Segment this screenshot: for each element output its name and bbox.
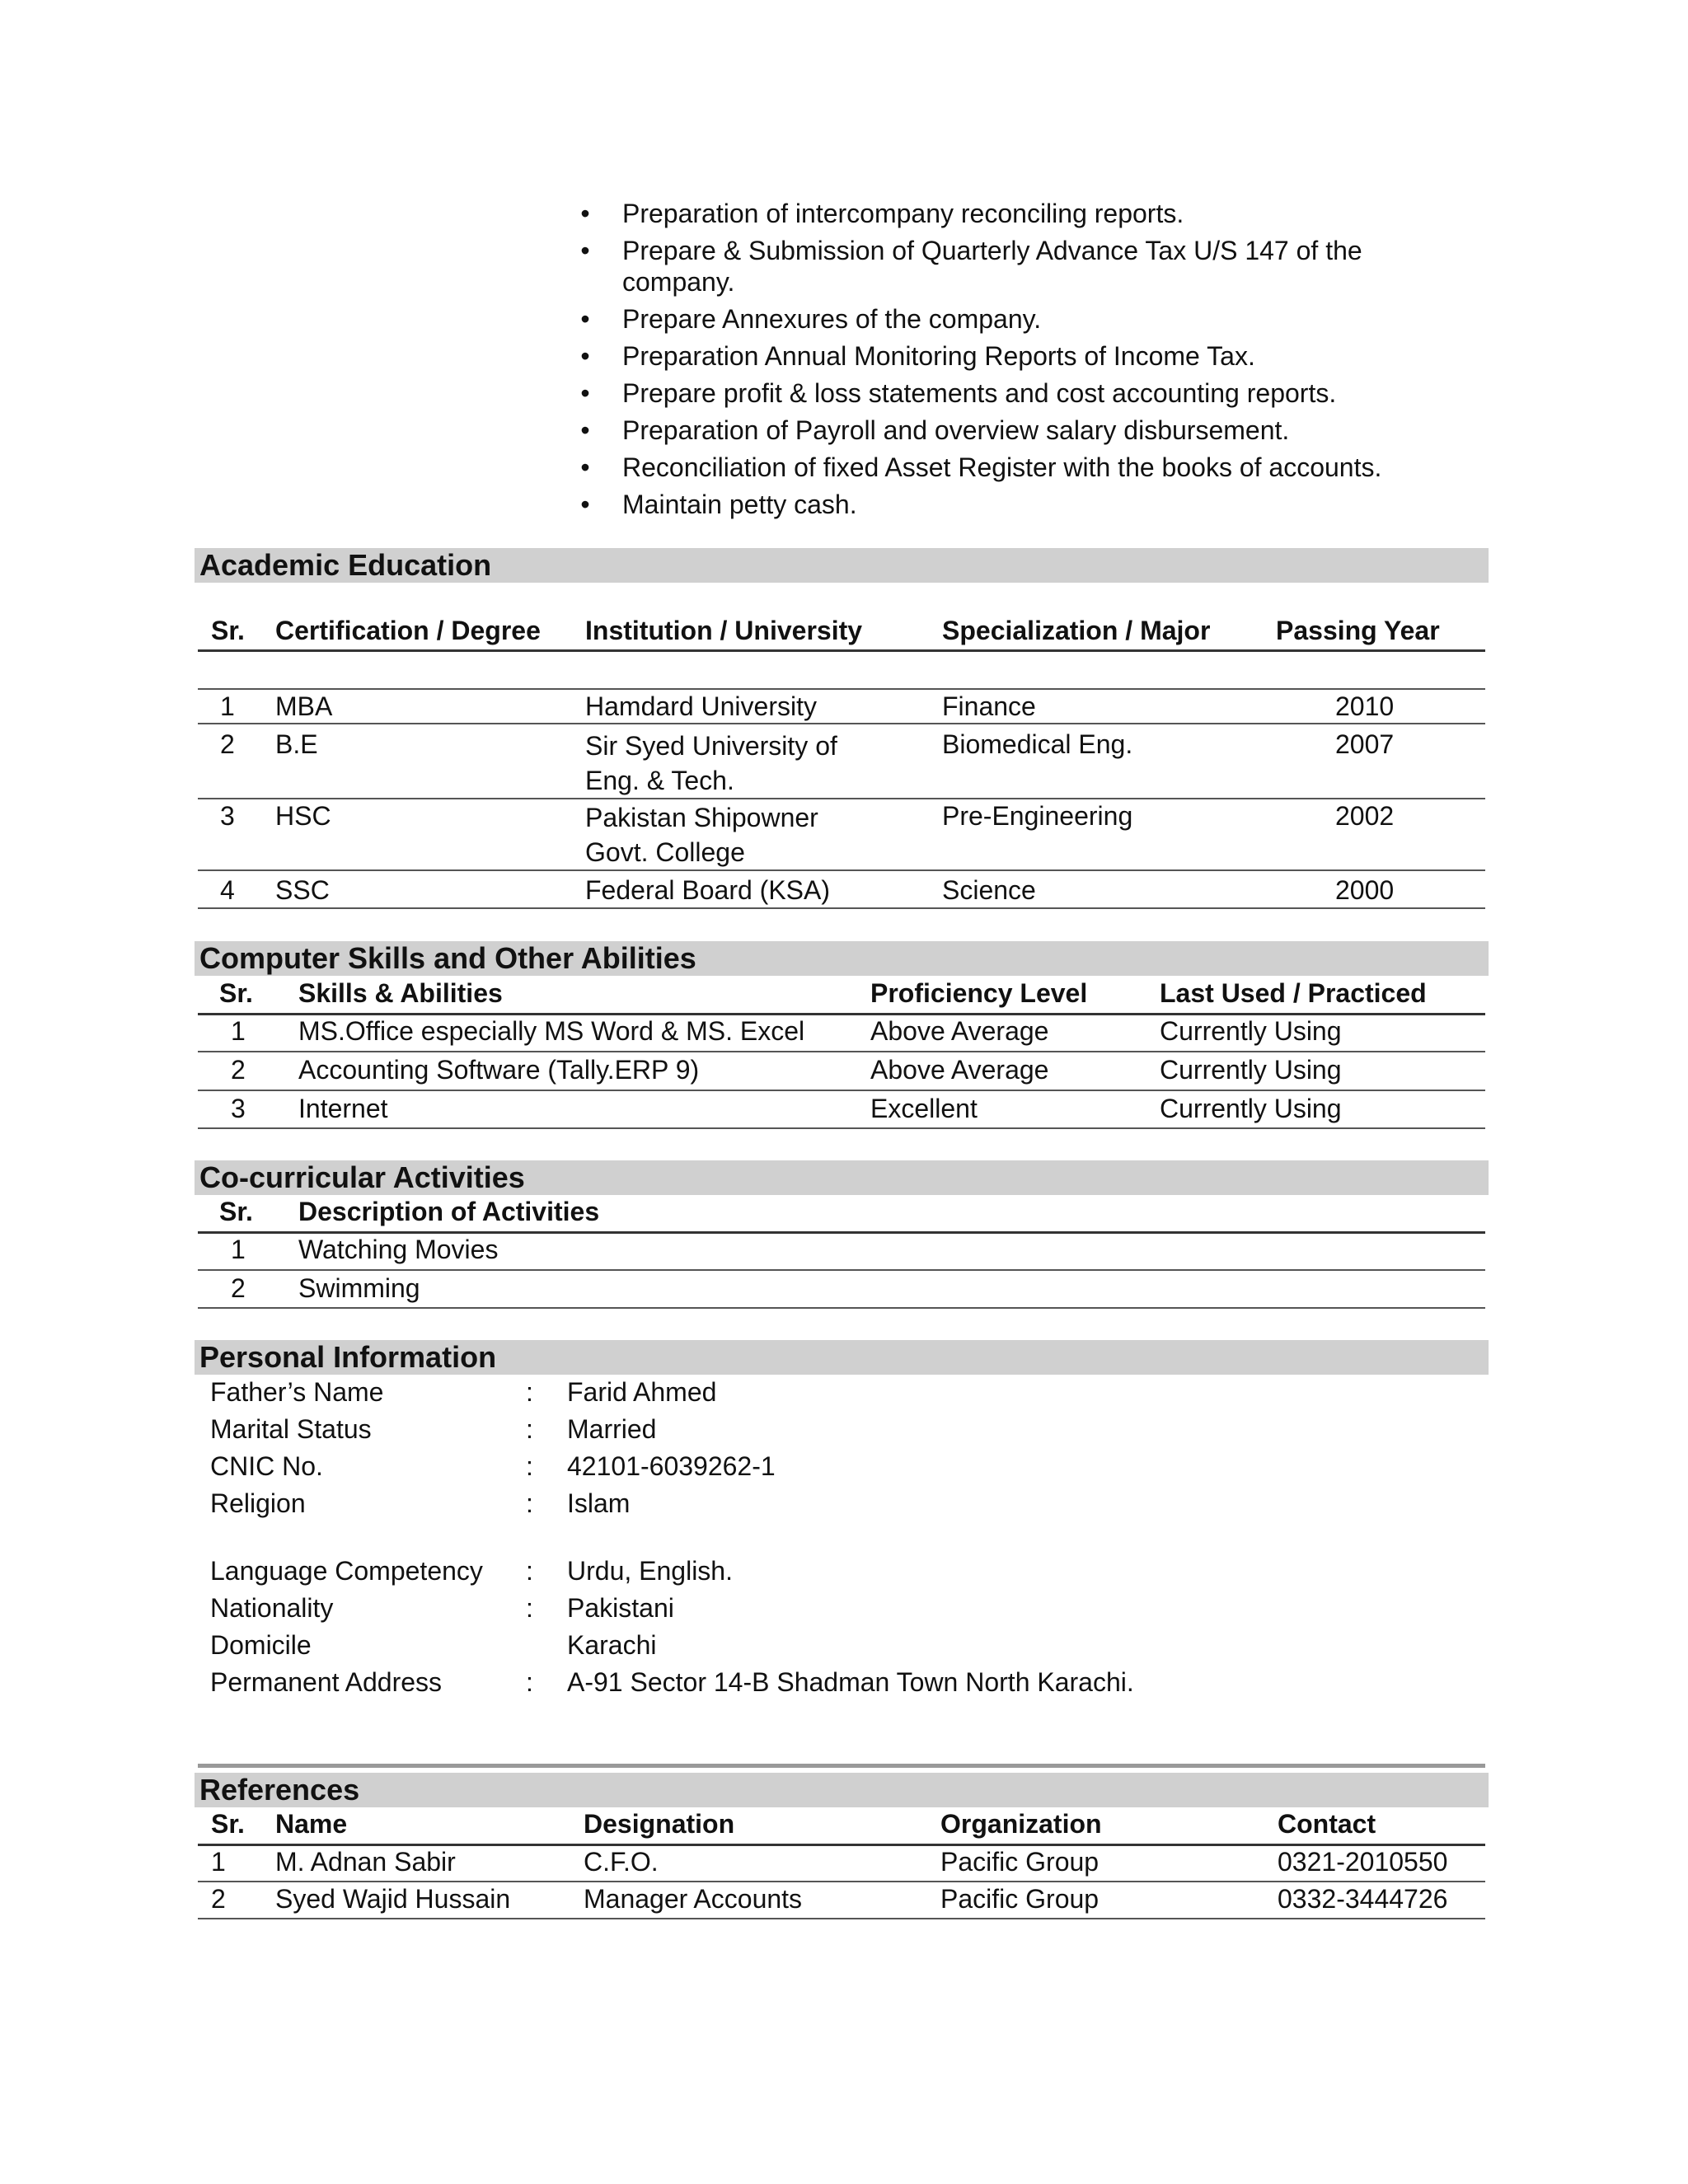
edu-institution: Hamdard University [585,691,817,721]
skills-header-last: Last Used / Practiced [1160,978,1427,1008]
skills-skill: MS.Office especially MS Word & MS. Excel [298,1016,805,1046]
section-title-skills: Computer Skills and Other Abilities [195,941,1489,976]
divider [198,1918,1485,1919]
divider [198,1764,1485,1768]
section-title-education: Academic Education [195,548,1489,583]
duty-item: • Maintain petty cash. [573,489,1422,520]
activities-desc: Swimming [298,1273,420,1303]
bullet-icon: • [580,452,590,482]
divider [198,1269,1485,1271]
duty-item: • Preparation Annual Monitoring Reports of Income Tax. [573,340,1422,372]
duty-item: • Preparation of intercompany reconciling reports. [573,198,1422,229]
ref-designation: Manager Accounts [584,1884,803,1914]
info-separator: : [526,1593,533,1623]
info-separator: : [526,1667,533,1697]
bullet-icon: • [580,415,590,445]
bullet-icon: • [580,341,590,371]
ref-sr: 2 [211,1884,226,1914]
divider [198,649,1485,652]
bullet-icon: • [580,378,590,408]
ref-header-org: Organization [940,1809,1102,1839]
skills-level: Above Average [870,1016,1049,1046]
edu-header-degree: Certification / Degree [275,616,541,645]
ref-header-designation: Designation [584,1809,735,1839]
info-value: Farid Ahmed [567,1377,717,1407]
info-label: Domicile [210,1630,312,1660]
info-label: Language Competency [210,1556,483,1586]
info-label: Permanent Address [210,1667,443,1697]
info-separator: : [526,1451,533,1481]
edu-header-year: Passing Year [1276,616,1440,645]
edu-sr: 1 [220,691,235,721]
divider [198,1090,1485,1091]
skills-sr: 1 [231,1016,246,1046]
ref-header-sr: Sr. [211,1809,245,1839]
ref-designation: C.F.O. [584,1847,659,1877]
edu-institution: Sir Syed University of Eng. & Tech. [585,731,837,795]
bullet-icon: • [580,490,590,519]
skills-skill: Accounting Software (Tally.ERP 9) [298,1055,700,1085]
bullet-icon: • [580,304,590,334]
ref-org: Pacific Group [940,1884,1100,1914]
info-value: Karachi [567,1630,657,1660]
activities-sr: 2 [231,1273,246,1303]
edu-major: Biomedical Eng. [942,729,1133,759]
info-value: Pakistani [567,1593,674,1623]
activities-sr: 1 [231,1235,246,1264]
edu-major: Finance [942,691,1036,721]
divider [198,907,1485,909]
info-value: Married [567,1414,657,1444]
bullet-icon: • [580,199,590,228]
ref-sr: 1 [211,1847,226,1877]
divider [198,1881,1485,1882]
duty-item: • Prepare profit & loss statements and cost accounting reports. [573,377,1422,409]
ref-contact: 0332-3444726 [1278,1884,1448,1914]
activities-desc: Watching Movies [298,1235,499,1264]
info-separator: : [526,1377,533,1407]
ref-org: Pacific Group [940,1847,1100,1877]
edu-degree: HSC [275,801,331,831]
ref-header-name: Name [275,1809,348,1839]
edu-header-major: Specialization / Major [942,616,1211,645]
info-label: Father’s Name [210,1377,384,1407]
edu-institution: Federal Board (KSA) [585,875,831,905]
info-value: A-91 Sector 14-B Shadman Town North Karachi. [567,1667,1134,1697]
divider [198,869,1485,871]
info-separator: : [526,1414,533,1444]
divider [198,1051,1485,1052]
skills-header-sr: Sr. [219,978,253,1008]
info-value: Islam [567,1488,631,1518]
skills-sr: 2 [231,1055,246,1085]
edu-degree: MBA [275,691,333,721]
duty-item: • Reconciliation of fixed Asset Register with the books of accounts. [573,452,1422,483]
info-label: Nationality [210,1593,334,1623]
edu-year: 2000 [1335,875,1395,905]
edu-sr: 2 [220,729,235,759]
divider [198,798,1485,799]
info-label: CNIC No. [210,1451,323,1481]
info-value: 42101-6039262-1 [567,1451,776,1481]
ref-header-contact: Contact [1278,1809,1376,1839]
edu-sr: 3 [220,801,235,831]
divider [198,1307,1485,1309]
info-label: Religion [210,1488,306,1518]
skills-header-skill: Skills & Abilities [298,978,503,1008]
edu-sr: 4 [220,875,235,905]
section-title-references: References [195,1773,1489,1807]
info-value: Urdu, English. [567,1556,733,1586]
divider [198,688,1485,690]
edu-major: Pre-Engineering [942,801,1133,831]
section-title-activities: Co-curricular Activities [195,1160,1489,1195]
edu-year: 2010 [1335,691,1395,721]
duty-item: • Preparation of Payroll and overview salary disbursement. [573,415,1422,446]
duty-item: • Prepare & Submission of Quarterly Advance Tax U/S 147 of the company. [573,235,1414,298]
activities-header-sr: Sr. [219,1197,253,1226]
skills-header-level: Proficiency Level [870,978,1088,1008]
divider [198,1127,1485,1129]
bullet-icon: • [580,236,590,265]
duty-item: • Prepare Annexures of the company. [573,303,1422,335]
edu-header-sr: Sr. [211,616,245,645]
edu-institution: Pakistan Shipowner Govt. College [585,803,818,867]
edu-header-institution: Institution / University [585,616,863,645]
skills-skill: Internet [298,1094,388,1123]
edu-degree: B.E [275,729,318,759]
skills-last: Currently Using [1160,1016,1342,1046]
ref-name: Syed Wajid Hussain [275,1884,511,1914]
info-separator: : [526,1556,533,1586]
edu-year: 2007 [1335,729,1395,759]
info-separator: : [526,1488,533,1518]
info-label: Marital Status [210,1414,372,1444]
skills-last: Currently Using [1160,1055,1342,1085]
edu-year: 2002 [1335,801,1395,831]
duties-list [573,198,1422,526]
section-title-personal: Personal Information [195,1340,1489,1375]
activities-header-desc: Description of Activities [298,1197,600,1226]
skills-level: Excellent [870,1094,978,1123]
ref-name: M. Adnan Sabir [275,1847,456,1877]
ref-contact: 0321-2010550 [1278,1847,1448,1877]
skills-sr: 3 [231,1094,246,1123]
divider [198,723,1485,724]
edu-major: Science [942,875,1036,905]
skills-level: Above Average [870,1055,1049,1085]
edu-degree: SSC [275,875,330,905]
skills-last: Currently Using [1160,1094,1342,1123]
